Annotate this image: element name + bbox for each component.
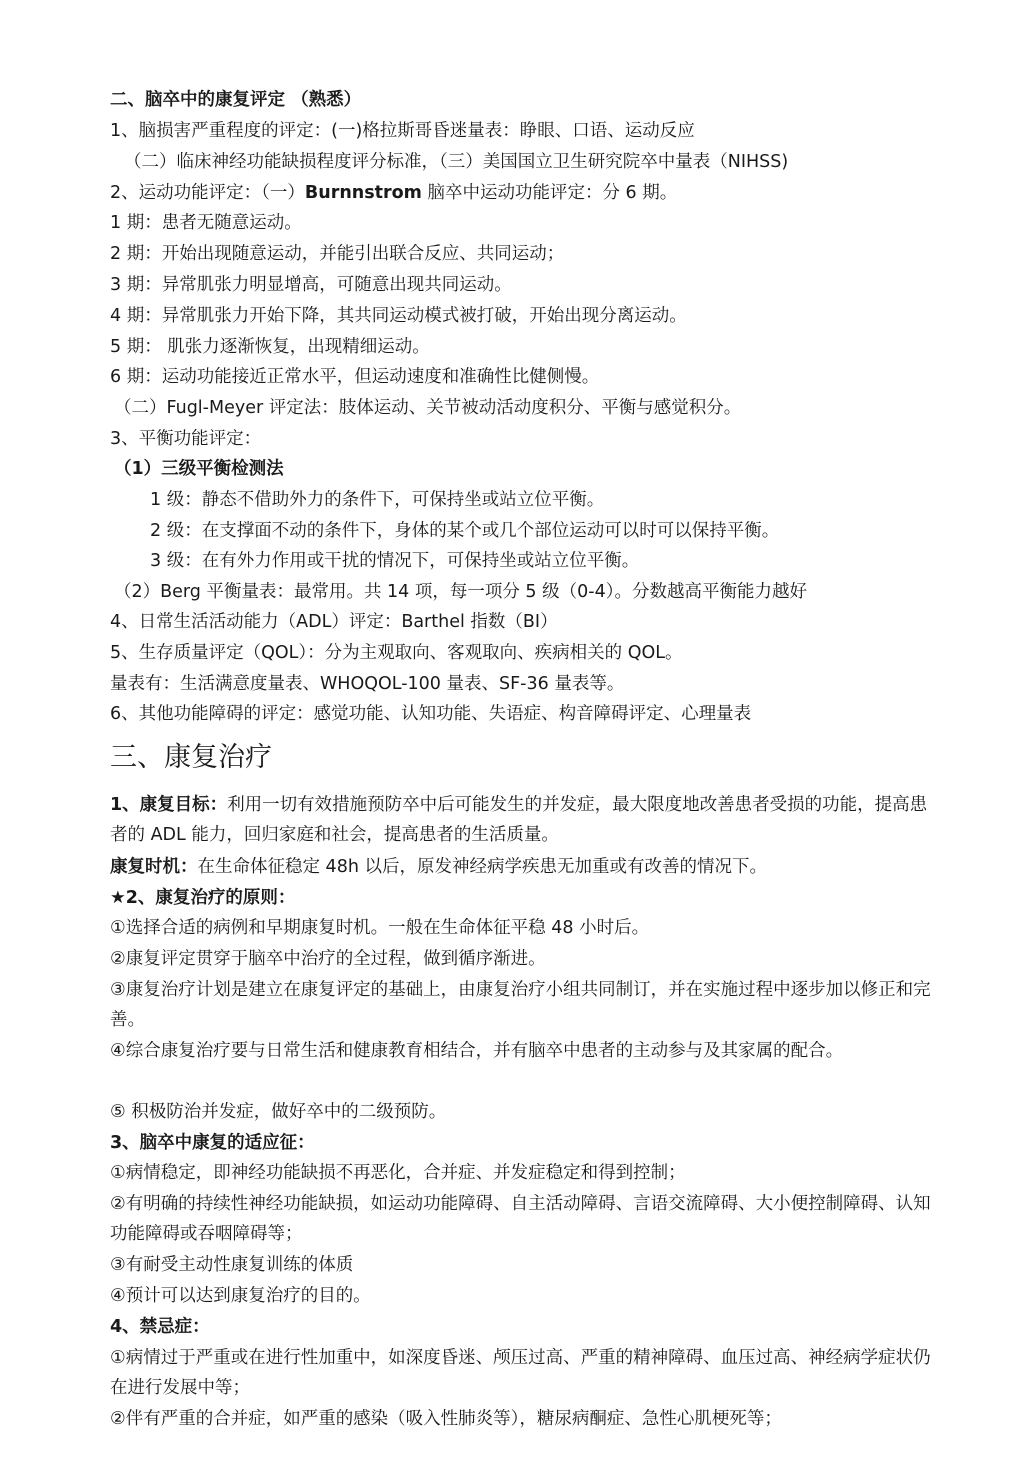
other-assessment: 6、其他功能障碍的评定：感觉功能、认知功能、失语症、构音障碍评定、心理量表 [110,704,752,724]
stage-4: 4 期：异常肌张力开始下降，其共同运动模式被打破，开始出现分离运动。 [110,306,687,326]
severity-assessment: 1、脑损害严重程度的评定：(一)格拉斯哥昏迷量表：睁眼、口语、运动反应 [110,121,695,141]
principle-4: ④综合康复治疗要与日常生活和健康教育相结合，并有脑卒中患者的主动参与及其家属的配合。 [110,1041,844,1061]
indication-2: ②有明确的持续性神经功能缺损，如运动功能障碍、自主活动障碍、言语交流障碍、大小便控制障碍、认知功能障碍或吞咽障碍等； [110,1194,931,1244]
balance-level-1: 1 级：静态不借助外力的条件下，可保持坐或站立位平衡。 [150,490,605,510]
indications-title: 3、脑卒中康复的适应征： [110,1133,315,1153]
balance-title: 3、平衡功能评定： [110,429,262,449]
qol-assessment: 5、生存质量评定（QOL）：分为主观取向、客观取向、疾病相关的 QOL。 [110,643,683,663]
rehab-timing-text: 在生命体征稳定 48h 以后，原发神经病学疾患无加重或有改善的情况下。 [197,857,767,877]
brunnstrom-term: Burnnstrom [304,183,422,203]
motor-assessment [110,178,932,208]
principle-3: ③康复治疗计划是建立在康复评定的基础上，由康复治疗小组共同制订，并在实施过程中逐步加以修正和完善。 [110,980,931,1030]
section-2-heading: 二、脑卒中的康复评定 （熟悉） [110,90,362,110]
stage-6: 6 期：运动功能接近正常水平，但运动速度和准确性比健侧慢。 [110,367,600,387]
adl-assessment: 4、日常生活活动能力（ADL）评定：Barthel 指数（BI） [110,612,558,632]
balance-level-3: 3 级：在有外力作用或干扰的情况下，可保持坐或站立位平衡。 [150,551,640,571]
indication-1: ①病情稳定，即神经功能缺损不再恶化，合并症、并发症稳定和得到控制； [110,1163,686,1183]
stage-2: 2 期：开始出现随意运动，并能引出联合反应、共同运动； [110,244,565,264]
principles-title: ★2、康复治疗的原则： [110,888,296,908]
principle-2: ②康复评定贯穿于脑卒中治疗的全过程，做到循序渐进。 [110,949,546,969]
berg-scale: （2）Berg 平衡量表：最常用。共 14 项，每一项分 5 级（0-4）。分数越高平衡能力越好 [114,582,807,602]
severity-assessment-cont: （二）临床神经功能缺损程度评分标准，（三）美国国立卫生研究院卒中量表（NIHSS) [124,152,789,172]
contraindications-title: 4、禁忌症： [110,1317,210,1337]
rehab-goal-text: 利用一切有效措施预防卒中后可能发生的并发症，最大限度地改善患者受损的功能，提高患者的 ADL 能力，回归家庭和社会，提高患者的生活质量。 [110,795,928,845]
rehab-timing-label: 康复时机： [110,857,198,877]
rehab-goal-label: 1、康复目标： [110,795,228,815]
rehab-timing [110,852,932,882]
section-3-heading: 三、康复治疗 [110,742,272,773]
rehab-goal [110,790,932,850]
qol-scales: 量表有：生活满意度量表、WHOQOL-100 量表、SF-36 量表等。 [110,674,625,694]
balance-level-2: 2 级：在支撑面不动的条件下，身体的某个或几个部位运动可以时可以保持平衡。 [150,521,780,541]
principle-5: ⑤ 积极防治并发症，做好卒中的二级预防。 [110,1102,447,1122]
contraindication-2: ②伴有严重的合并症，如严重的感染（吸入性肺炎等），糖尿病酮症、急性心肌梗死等； [110,1409,782,1429]
indication-4: ④预计可以达到康复治疗的目的。 [110,1286,371,1306]
motor-assessment-prefix: 2、运动功能评定：（一） [110,183,305,203]
principle-1: ①选择合适的病例和早期康复时机。一般在生命体征平稳 48 小时后。 [110,918,650,938]
indication-3: ③有耐受主动性康复训练的体质 [110,1255,354,1275]
balance-three-level: （1）三级平衡检测法 [114,459,284,479]
contraindication-1: ①病情过于严重或在进行性加重中，如深度昏迷、颅压过高、严重的精神障碍、血压过高、神经病学症状仍在进行发展中等； [110,1348,931,1398]
stage-3: 3 期：异常肌张力明显增高，可随意出现共同运动。 [110,275,512,295]
fugl-meyer: （二）Fugl-Meyer 评定法：肢体运动、关节被动活动度积分、平衡与感觉积分。 [114,398,742,418]
motor-assessment-suffix: 脑卒中运动功能评定：分 6 期。 [421,183,678,203]
stage-5: 5 期： 肌张力逐渐恢复，出现精细运动。 [110,337,430,357]
stage-1: 1 期：患者无随意运动。 [110,213,302,233]
